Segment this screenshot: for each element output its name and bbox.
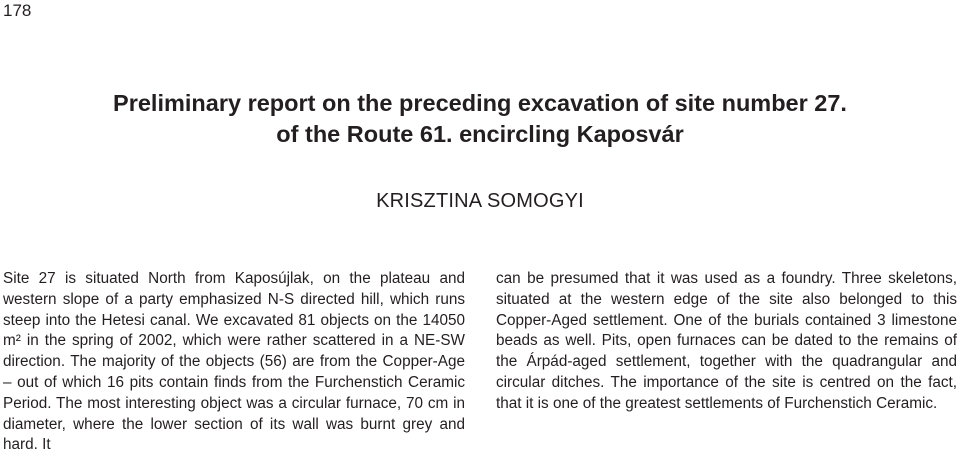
article-author: KRISZTINA SOMOGYI xyxy=(376,190,584,212)
body-text-right-column: can be presumed that it was used as a foundry. Three skeletons, situated at the western edge of the site also belonged to this Copper-Aged settlement. One of the burials contained 3 limestone beads as well. Pits, open furnaces can be dated to the remains of the Árpád-aged settlement, together with the quadrangular and circular ditches. The importance of the site is centred on the fact, that it is one of the greatest settlements of Furchenstich Ceramic. xyxy=(496,270,957,412)
article-title-line-2: of the Route 61. encircling Kaposvár xyxy=(276,121,684,147)
article-title xyxy=(0,88,960,150)
body-text-left-column: Site 27 is situated North from Kaposújlak, on the plateau and western slope of a party emphasized N-S directed hill, which runs steep into the Hetesi canal. We excavated 81 objects on the 14050 m² in the spring of 2002, which were rather scattered in a NE-SW direction. The majority of the objects (56) are from the Copper-Age – out of which 16 pits contain finds from the Furchenstich Ceramic Period. The most interesting object was a circular furnace, 70 cm in diameter, where the lower section of its wall was burnt grey and hard. It xyxy=(3,270,465,454)
article-title-line-1: Preliminary report on the preceding excavation of site number 27. xyxy=(113,90,847,116)
page-number: 178 xyxy=(3,1,32,20)
